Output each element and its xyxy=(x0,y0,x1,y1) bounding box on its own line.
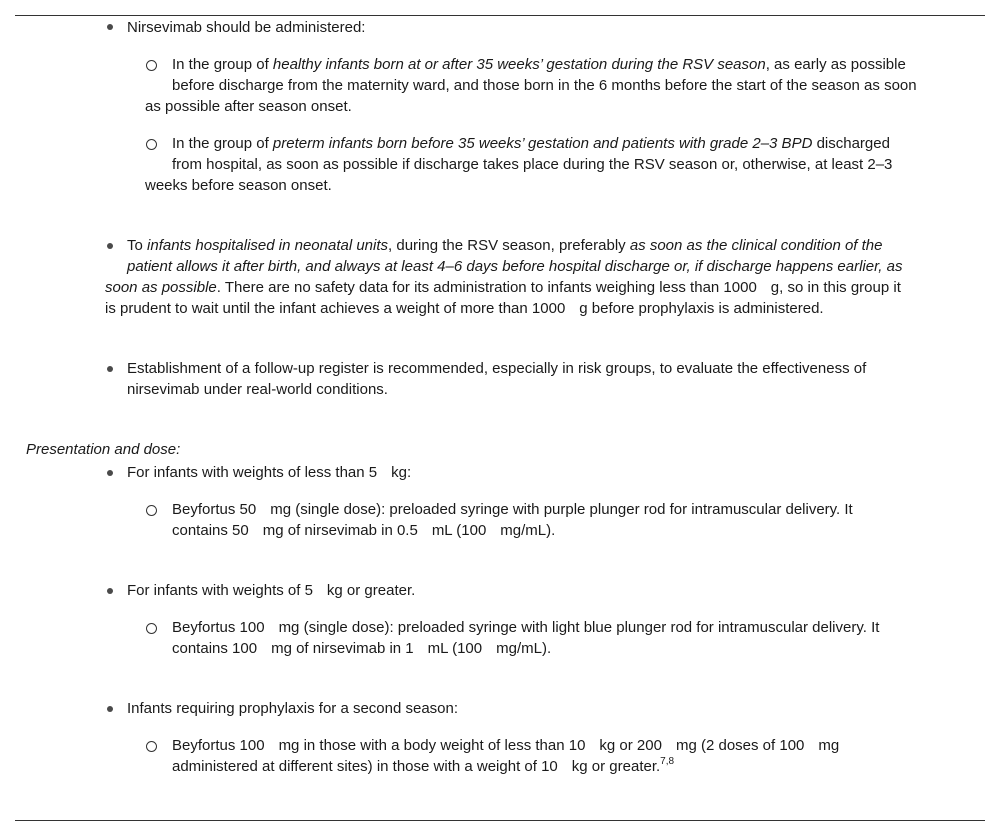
bullet-dot xyxy=(107,366,113,372)
bullet-dot xyxy=(107,706,113,712)
subitem-beyfortus-50: Beyfortus 50 mg (single dose): preloaded syringe with purple plunger rod for intramuscular delivery. It contains 50 mg of nirsevimab in 0.5 mL (100 mg/mL). xyxy=(145,499,960,541)
bullet-dot xyxy=(107,588,113,594)
bullet-second-season: Infants requiring prophylaxis for a second season: xyxy=(105,698,965,719)
citation-superscript: 7,8 xyxy=(660,756,675,767)
circle-bullet xyxy=(146,505,157,516)
bottom-rule xyxy=(15,820,985,821)
circle-bullet xyxy=(146,60,157,71)
bullet-hospitalised-infants: To infants hospitalised in neonatal units, during the RSV season, preferably as soon as the clinical condition of the patient allows it after birth, and always at least 4–6 days before hospital discharge or, if discharge happens earlier, as soon as possible. There are no safety data for its administration to infants weighing less than 1000 g, so in this group it is prudent to wait until the infant achieves a weight of more than 1000 g before prophylaxis is administered. xyxy=(105,237,903,317)
top-rule xyxy=(15,15,985,16)
circle-bullet xyxy=(146,623,157,634)
circle-bullet xyxy=(146,741,157,752)
subitem-preterm-infants: In the group of preterm infants born before 35 weeks’ gestation and patients with grade 2–3 BPD discharged from hospital, as soon as possible if discharge takes place during the RSV season or, otherwise, at least 2–3 weeks before season onset. xyxy=(145,135,893,194)
bullet-5kg-or-greater: For infants with weights of 5 kg or greater. xyxy=(105,580,965,601)
presentation-heading: Presentation and dose: xyxy=(26,441,181,458)
bullet-dot xyxy=(107,24,113,30)
subitem-beyfortus-100: Beyfortus 100 mg (single dose): preloaded syringe with light blue plunger rod for intramuscular delivery. It contains 100 mg of nirsevimab in 1 mL (100 mg/mL). xyxy=(145,617,960,659)
subitem-second-season-dose: Beyfortus 100 mg in those with a body weight of less than 10 kg or 200 mg (2 doses of 100 mg administered at different sites) in those with a weight of 10 kg or greater.$^{7,8}$ xyxy=(145,735,960,777)
bullet-dot xyxy=(107,243,113,249)
bullet-follow-up-register: Establishment of a follow-up register is recommended, especially in risk groups, to evaluate the effectiveness of nirsevimab under real-world conditions. xyxy=(105,358,965,400)
circle-bullet xyxy=(146,139,157,150)
bullet-nirsevimab-administered: Nirsevimab should be administered: xyxy=(105,17,960,38)
subitem-healthy-infants: In the group of healthy infants born at or after 35 weeks’ gestation during the RSV season, as early as possible before discharge from the maternity ward, and those born in the 6 months before the start of the season as soon as possible after season onset. xyxy=(145,56,917,115)
bullet-dot xyxy=(107,470,113,476)
bullet-under-5kg: For infants with weights of less than 5 kg: xyxy=(105,462,965,483)
